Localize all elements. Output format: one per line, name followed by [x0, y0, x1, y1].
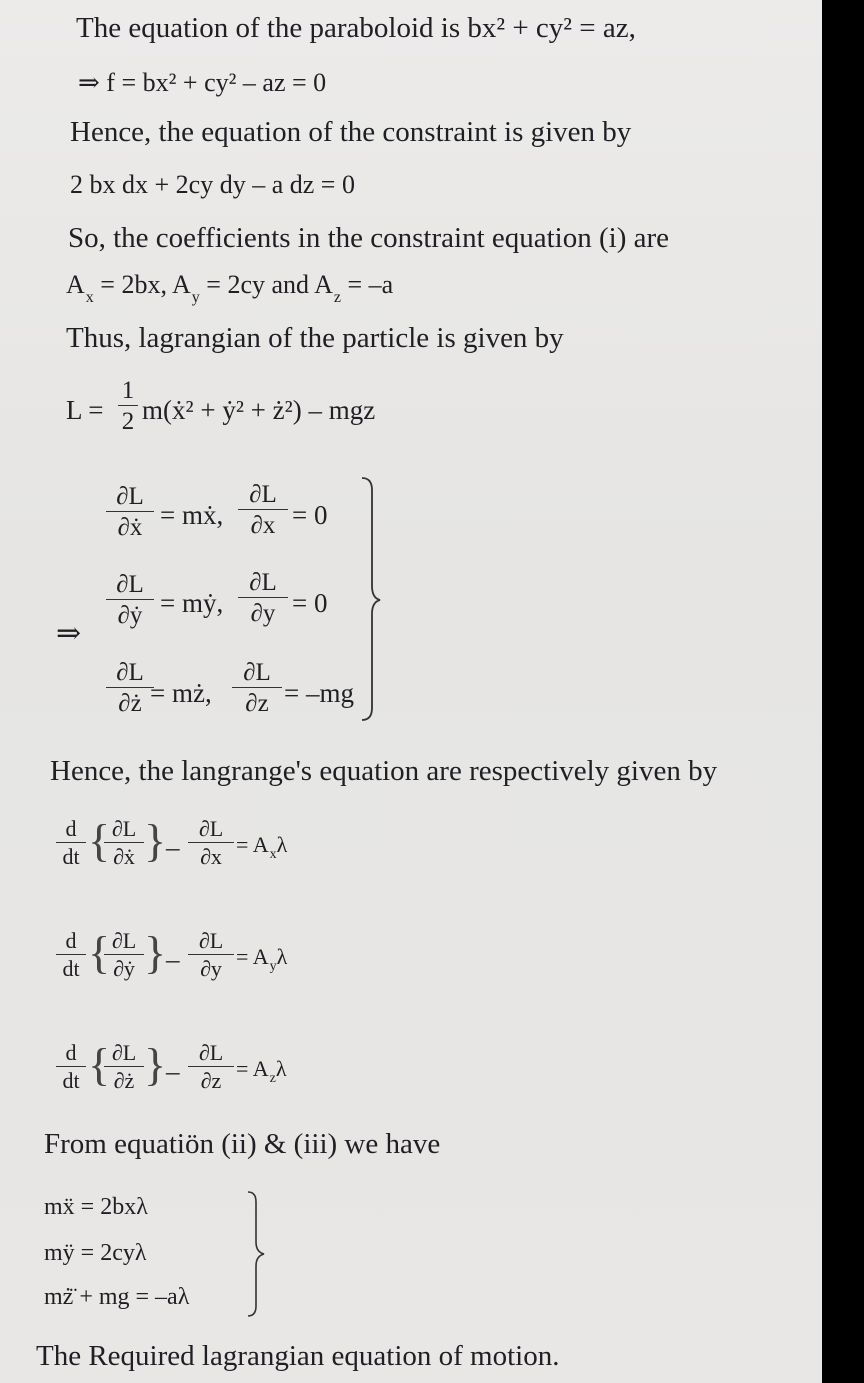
paraboloid-equation: The equation of the paraboloid is bx² + cy² = az,	[76, 12, 636, 44]
lagrange-equations-intro: Hence, the langrange's equation are respectively given by	[50, 755, 718, 787]
constraint-equation: 2 bx dx + 2cy dy – a dz = 0	[70, 170, 355, 199]
lagrangian-rhs: m(ẋ² + ẏ² + ż²) – mgz	[142, 395, 376, 425]
minus-y: –	[166, 944, 180, 974]
rhs-x: = $A_x\lambda$	[236, 832, 288, 862]
brace-close-y: }	[144, 927, 167, 978]
brace-open-y: {	[88, 927, 111, 978]
minus-z: –	[166, 1056, 180, 1086]
row3-value-a: = mż,	[150, 678, 212, 708]
dL-dy-y: $\frac{\partial L}{\partial y}$	[188, 930, 234, 980]
constraint-function: ⇒ f = bx² + cy² – az = 0	[78, 68, 327, 97]
dL-dx-x: $\frac{\partial L}{\partial x}$	[188, 818, 234, 868]
row2-value-a: = mẏ,	[160, 588, 224, 618]
motion-eq-y: mÿ = 2cyλ	[44, 1240, 147, 1266]
brace-close-z: }	[144, 1039, 167, 1090]
partial-dL-dx: $\frac{\partial L}{\partial x}$	[238, 482, 288, 538]
constraint-intro: Hence, the equation of the constraint is given by	[70, 116, 632, 148]
coefficients-intro: So, the coefficients in the constraint equation (i) are	[68, 222, 670, 254]
coefficients-values: $A_x = 2bx$, $A_y = 2cy$ and $A_z = -a$	[66, 270, 394, 306]
dL-dxdot-x: $\frac{\partial L}{\text{∂ẋ}}$	[104, 818, 144, 868]
motion-eq-x: mẍ = 2bxλ	[44, 1194, 148, 1220]
row3-value-b: = –mg	[284, 678, 354, 708]
implies-arrow: ⇒	[56, 617, 82, 650]
from-equations-text: From equatiön (ii) & (iii) we have	[44, 1128, 441, 1160]
d-dt-z: $\frac{d}{dt}$	[56, 1042, 86, 1092]
right-brace	[360, 476, 384, 724]
brace-close-x: }	[144, 815, 167, 866]
d-dt-x: $\frac{d}{dt}$	[56, 818, 86, 868]
lagrangian-lhs: L =	[66, 395, 104, 425]
rhs-z: = $A_z\lambda$	[236, 1056, 287, 1086]
partial-dL-dy: $\frac{\partial L}{\partial y}$	[238, 570, 288, 626]
minus-x: –	[166, 832, 180, 862]
brace-open-z: {	[88, 1039, 111, 1090]
lagrangian-intro: Thus, lagrangian of the particle is given by	[66, 322, 564, 354]
brace-open-x: {	[88, 815, 111, 866]
partial-dL-dydot: $\frac{\partial L}{\text{∂ẏ}}$	[106, 572, 154, 628]
row2-value-b: = 0	[292, 588, 328, 618]
dL-dydot-y: $\frac{\partial L}{\text{∂ẏ}}$	[104, 930, 144, 980]
motion-brace	[246, 1190, 268, 1318]
partial-dL-dxdot: $\frac{\partial L}{\text{∂ẋ}}$	[106, 484, 154, 540]
rhs-y: = $A_y\lambda$	[236, 944, 288, 974]
partial-dL-dzdot: $\frac{\partial L}{\partial ż}$	[106, 660, 154, 716]
d-dt-y: $\frac{d}{dt}$	[56, 930, 86, 980]
dL-dzdot-z: $\frac{\partial L}{\partial ż}$	[104, 1042, 144, 1092]
dL-dz-z: $\frac{\partial L}{\partial z}$	[188, 1042, 234, 1092]
half-fraction: $\frac{1}{2}$	[118, 378, 138, 434]
row1-value-b: = 0	[292, 500, 328, 530]
conclusion-text: The Required lagrangian equation of motion.	[36, 1340, 560, 1372]
row1-value-a: = mẋ,	[160, 500, 224, 530]
motion-eq-z: mż̈ + mg = –aλ	[44, 1284, 190, 1310]
partial-dL-dz: $\frac{\partial L}{\partial z}$	[232, 660, 282, 716]
